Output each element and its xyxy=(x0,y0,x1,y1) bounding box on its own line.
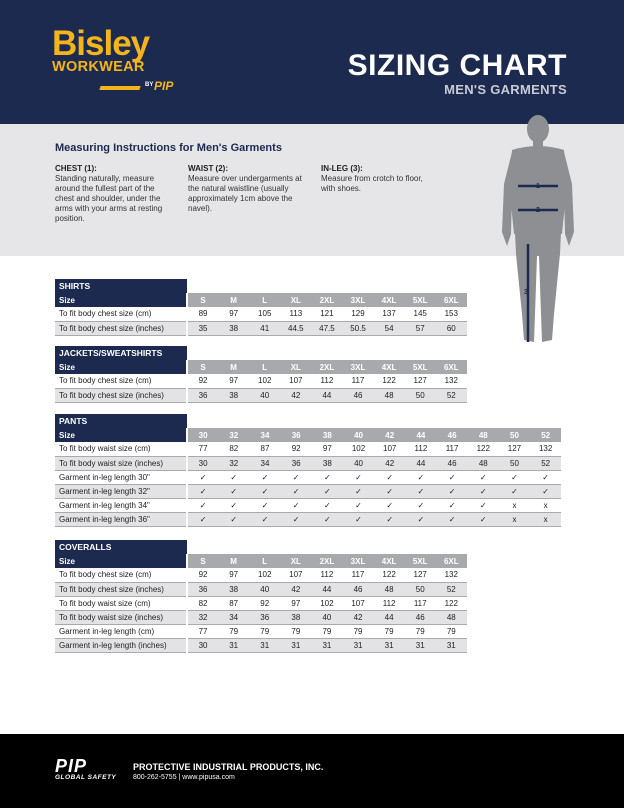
marker-chest: 1 xyxy=(536,183,540,190)
size-header-cell: 5XL xyxy=(405,360,436,374)
size-label-cell: Size xyxy=(55,428,187,442)
table-cell: ✓ xyxy=(468,512,499,526)
table-cell: 54 xyxy=(374,321,405,335)
table-cell: 52 xyxy=(436,388,467,402)
logo-by: BY xyxy=(145,82,154,88)
table-cell: 92 xyxy=(187,568,218,582)
table-cell: 79 xyxy=(249,624,280,638)
row-label-cell: To fit body chest size (cm) xyxy=(55,374,187,388)
table-cell: 117 xyxy=(342,374,373,388)
table-cell: 127 xyxy=(405,374,436,388)
section-pants xyxy=(55,414,561,527)
table-cell: 102 xyxy=(249,374,280,388)
size-header-cell: L xyxy=(249,360,280,374)
table-cell: ✓ xyxy=(374,484,405,498)
size-header-cell: 6XL xyxy=(436,293,467,307)
table-cell: x xyxy=(499,498,530,512)
table-cell: ✓ xyxy=(218,484,249,498)
size-header-cell: 4XL xyxy=(374,554,405,568)
size-header-cell: 5XL xyxy=(405,554,436,568)
page-title-block xyxy=(348,50,567,97)
table-cell: ✓ xyxy=(281,484,312,498)
table-cell: 40 xyxy=(343,456,374,470)
size-header-cell: 6XL xyxy=(436,554,467,568)
table-cell: ✓ xyxy=(374,470,405,484)
table-cell: 127 xyxy=(405,568,436,582)
table-cell: 145 xyxy=(405,307,436,321)
size-table xyxy=(55,293,467,336)
section-title: JACKETS/SWEATSHIRTS xyxy=(55,346,187,360)
size-header-cell: S xyxy=(187,293,218,307)
size-header-cell: 36 xyxy=(281,428,312,442)
size-header-cell: M xyxy=(218,293,249,307)
table-cell: 79 xyxy=(436,624,467,638)
table-cell: 79 xyxy=(374,624,405,638)
table-cell: 97 xyxy=(218,374,249,388)
table-cell: 31 xyxy=(218,638,249,652)
table-cell: ✓ xyxy=(499,484,530,498)
table-cell: 102 xyxy=(249,568,280,582)
table-cell: ✓ xyxy=(281,512,312,526)
size-header-cell: 48 xyxy=(468,428,499,442)
table-cell: ✓ xyxy=(405,498,436,512)
instruction-heading: CHEST (1): xyxy=(55,164,97,173)
table-cell: 113 xyxy=(280,307,311,321)
table-row xyxy=(55,638,467,652)
marker-waist: 2 xyxy=(536,207,540,214)
table-cell: 50 xyxy=(405,388,436,402)
table-cell: 36 xyxy=(187,388,218,402)
table-cell: ✓ xyxy=(249,512,280,526)
logo-by-pip xyxy=(100,80,180,94)
marker-inleg: 3 xyxy=(524,289,528,296)
size-table xyxy=(55,428,561,527)
table-cell: ✓ xyxy=(405,484,436,498)
size-header-cell: M xyxy=(218,554,249,568)
row-label-cell: To fit body chest size (inches) xyxy=(55,388,187,402)
table-cell: x xyxy=(530,498,561,512)
table-cell: ✓ xyxy=(468,484,499,498)
table-cell: 132 xyxy=(436,374,467,388)
size-header-cell: 46 xyxy=(437,428,468,442)
table-cell: 36 xyxy=(281,456,312,470)
row-label-cell: Garment in-leg length 36" xyxy=(55,512,187,526)
table-row xyxy=(55,470,561,484)
table-cell: 97 xyxy=(218,307,249,321)
table-cell: 79 xyxy=(280,624,311,638)
table-cell: ✓ xyxy=(468,470,499,484)
table-cell: 31 xyxy=(342,638,373,652)
table-cell: 79 xyxy=(218,624,249,638)
table-cell: ✓ xyxy=(249,470,280,484)
table-row xyxy=(55,307,467,321)
table-cell: 112 xyxy=(311,568,342,582)
row-label-cell: To fit body waist size (inches) xyxy=(55,610,187,624)
table-cell: 87 xyxy=(218,596,249,610)
table-cell: 46 xyxy=(405,610,436,624)
table-cell: x xyxy=(499,512,530,526)
table-cell: 38 xyxy=(218,582,249,596)
table-cell: 102 xyxy=(311,596,342,610)
table-header-row xyxy=(55,360,467,374)
table-row xyxy=(55,388,467,402)
table-cell: 79 xyxy=(405,624,436,638)
size-header-cell: 2XL xyxy=(311,360,342,374)
footer xyxy=(0,734,624,808)
table-cell: ✓ xyxy=(374,498,405,512)
row-label-cell: Garment in-leg length 34" xyxy=(55,498,187,512)
table-cell: 107 xyxy=(374,442,405,456)
size-header-cell: 30 xyxy=(187,428,218,442)
table-cell: 153 xyxy=(436,307,467,321)
row-label-cell: Garment in-leg length 32" xyxy=(55,484,187,498)
size-header-cell: XL xyxy=(280,554,311,568)
table-cell: ✓ xyxy=(187,484,218,498)
size-header-cell: 4XL xyxy=(374,293,405,307)
table-row xyxy=(55,498,561,512)
table-cell: 127 xyxy=(499,442,530,456)
instruction-waist xyxy=(188,164,303,214)
row-label-cell: Garment in-leg length (cm) xyxy=(55,624,187,638)
size-header-cell: 38 xyxy=(312,428,343,442)
table-row xyxy=(55,582,467,596)
table-cell: 52 xyxy=(530,456,561,470)
table-cell: 122 xyxy=(468,442,499,456)
table-cell: ✓ xyxy=(374,512,405,526)
table-cell: 57 xyxy=(405,321,436,335)
table-cell: 35 xyxy=(187,321,218,335)
size-header-cell: 5XL xyxy=(405,293,436,307)
table-cell: 117 xyxy=(437,442,468,456)
size-header-cell: 3XL xyxy=(342,360,373,374)
size-header-cell: 6XL xyxy=(436,360,467,374)
table-cell: 92 xyxy=(249,596,280,610)
table-cell: 117 xyxy=(342,568,373,582)
table-cell: ✓ xyxy=(218,470,249,484)
table-cell: 60 xyxy=(436,321,467,335)
table-cell: 129 xyxy=(342,307,373,321)
table-cell: 112 xyxy=(374,596,405,610)
size-header-cell: L xyxy=(249,554,280,568)
section-shirts xyxy=(55,279,467,336)
size-label-cell: Size xyxy=(55,360,187,374)
table-cell: ✓ xyxy=(312,512,343,526)
row-label-cell: Garment in-leg length 30" xyxy=(55,470,187,484)
table-cell: 32 xyxy=(187,610,218,624)
table-cell: 121 xyxy=(311,307,342,321)
table-header-row xyxy=(55,554,467,568)
size-label-cell: Size xyxy=(55,293,187,307)
table-cell: 82 xyxy=(218,442,249,456)
table-cell: 40 xyxy=(311,610,342,624)
table-cell: 48 xyxy=(374,388,405,402)
table-cell: 31 xyxy=(280,638,311,652)
table-cell: ✓ xyxy=(405,470,436,484)
table-cell: ✓ xyxy=(530,484,561,498)
row-label-cell: To fit body waist size (inches) xyxy=(55,456,187,470)
size-header-cell: XL xyxy=(280,360,311,374)
table-cell: 34 xyxy=(218,610,249,624)
size-header-cell: 32 xyxy=(218,428,249,442)
row-label-cell: To fit body chest size (cm) xyxy=(55,307,187,321)
table-cell: 107 xyxy=(342,596,373,610)
table-cell: 112 xyxy=(311,374,342,388)
size-header-cell: XL xyxy=(280,293,311,307)
pip-logo-text: PIP xyxy=(55,756,88,776)
logo-brand: Bisley xyxy=(52,24,150,63)
table-cell: ✓ xyxy=(249,484,280,498)
size-header-cell: 42 xyxy=(374,428,405,442)
table-cell: 48 xyxy=(436,610,467,624)
body-silhouette-figure xyxy=(498,114,578,346)
table-cell: 38 xyxy=(280,610,311,624)
table-cell: 31 xyxy=(405,638,436,652)
table-row xyxy=(55,321,467,335)
table-cell: 42 xyxy=(280,582,311,596)
table-cell: ✓ xyxy=(281,498,312,512)
table-cell: 92 xyxy=(281,442,312,456)
table-row xyxy=(55,624,467,638)
table-cell: 117 xyxy=(405,596,436,610)
table-cell: 105 xyxy=(249,307,280,321)
instruction-text: Standing naturally, measure around the fullest part of the chest and shoulder, under the arms with your arms at resting position. xyxy=(55,174,163,223)
logo-pip: PIP xyxy=(154,79,174,93)
table-row xyxy=(55,568,467,582)
table-cell: 52 xyxy=(436,582,467,596)
table-cell: 132 xyxy=(436,568,467,582)
section-title: SHIRTS xyxy=(55,279,187,293)
instructions-title: Measuring Instructions for Men's Garments xyxy=(55,142,282,154)
row-label-cell: To fit body chest size (inches) xyxy=(55,582,187,596)
table-cell: x xyxy=(530,512,561,526)
page-title: SIZING CHART xyxy=(347,49,567,82)
table-cell: ✓ xyxy=(437,470,468,484)
logo-bar xyxy=(99,86,140,90)
table-cell: 36 xyxy=(187,582,218,596)
table-cell: ✓ xyxy=(437,512,468,526)
size-header-cell: S xyxy=(187,360,218,374)
row-label-cell: To fit body waist size (cm) xyxy=(55,442,187,456)
table-cell: 50 xyxy=(499,456,530,470)
table-cell: 102 xyxy=(343,442,374,456)
table-cell: 122 xyxy=(374,568,405,582)
table-cell: ✓ xyxy=(312,498,343,512)
page-subtitle: MEN'S GARMENTS xyxy=(444,82,567,97)
table-row xyxy=(55,512,561,526)
instruction-inleg xyxy=(321,164,436,194)
size-header-cell: L xyxy=(249,293,280,307)
footer-company-info xyxy=(133,762,323,781)
table-cell: ✓ xyxy=(343,512,374,526)
table-cell: 30 xyxy=(187,638,218,652)
table-cell: 42 xyxy=(374,456,405,470)
table-cell: 31 xyxy=(311,638,342,652)
size-table xyxy=(55,554,467,653)
section-title: PANTS xyxy=(55,414,187,428)
table-cell: 44 xyxy=(311,388,342,402)
table-cell: 107 xyxy=(280,568,311,582)
size-header-cell: 44 xyxy=(405,428,436,442)
table-cell: 38 xyxy=(218,388,249,402)
table-cell: 107 xyxy=(280,374,311,388)
table-cell: 42 xyxy=(342,610,373,624)
table-cell: 92 xyxy=(187,374,218,388)
table-cell: 44.5 xyxy=(280,321,311,335)
table-header-row xyxy=(55,428,561,442)
table-cell: 50 xyxy=(405,582,436,596)
table-row xyxy=(55,442,561,456)
table-cell: ✓ xyxy=(343,484,374,498)
table-cell: 132 xyxy=(530,442,561,456)
size-header-cell: S xyxy=(187,554,218,568)
table-cell: ✓ xyxy=(187,512,218,526)
table-cell: ✓ xyxy=(218,512,249,526)
table-cell: ✓ xyxy=(405,512,436,526)
size-header-cell: 52 xyxy=(530,428,561,442)
table-row xyxy=(55,596,467,610)
table-cell: 40 xyxy=(249,582,280,596)
size-header-cell: 4XL xyxy=(374,360,405,374)
table-cell: ✓ xyxy=(281,470,312,484)
table-cell: 36 xyxy=(249,610,280,624)
section-coveralls xyxy=(55,540,467,653)
size-header-cell: 50 xyxy=(499,428,530,442)
table-cell: ✓ xyxy=(343,498,374,512)
instruction-text: Measure from crotch to floor, with shoes. xyxy=(321,174,423,193)
table-cell: 44 xyxy=(311,582,342,596)
table-cell: ✓ xyxy=(499,470,530,484)
size-header-cell: M xyxy=(218,360,249,374)
table-cell: 97 xyxy=(218,568,249,582)
size-header-cell: 34 xyxy=(249,428,280,442)
row-label-cell: Garment in-leg length (inches) xyxy=(55,638,187,652)
instruction-heading: IN-LEG (3): xyxy=(321,164,363,173)
company-name: PROTECTIVE INDUSTRIAL PRODUCTS, INC. xyxy=(133,762,324,772)
instruction-chest xyxy=(55,164,165,224)
table-row xyxy=(55,374,467,388)
row-label-cell: To fit body chest size (inches) xyxy=(55,321,187,335)
table-cell: 50.5 xyxy=(342,321,373,335)
table-cell: 97 xyxy=(280,596,311,610)
header-banner xyxy=(0,0,624,124)
table-cell: 42 xyxy=(280,388,311,402)
row-label-cell: To fit body waist size (cm) xyxy=(55,596,187,610)
table-cell: 122 xyxy=(436,596,467,610)
row-label-cell: To fit body chest size (cm) xyxy=(55,568,187,582)
table-cell: ✓ xyxy=(187,498,218,512)
table-cell: ✓ xyxy=(468,498,499,512)
table-cell: 122 xyxy=(374,374,405,388)
table-header-row xyxy=(55,293,467,307)
table-cell: 46 xyxy=(342,582,373,596)
bisley-logo xyxy=(52,24,174,93)
table-cell: 31 xyxy=(249,638,280,652)
pip-logo xyxy=(55,758,116,781)
table-cell: 40 xyxy=(249,388,280,402)
table-cell: 48 xyxy=(374,582,405,596)
table-cell: ✓ xyxy=(187,470,218,484)
pip-logo-sub: GLOBAL SAFETY xyxy=(55,774,117,781)
logo-sub: WORKWEAR xyxy=(52,59,145,75)
table-row xyxy=(55,456,561,470)
section-jackets xyxy=(55,346,467,403)
table-cell: 48 xyxy=(468,456,499,470)
table-cell: ✓ xyxy=(218,498,249,512)
section-title: COVERALLS xyxy=(55,540,187,554)
table-cell: 47.5 xyxy=(311,321,342,335)
table-cell: 77 xyxy=(187,624,218,638)
table-cell: 44 xyxy=(405,456,436,470)
table-cell: ✓ xyxy=(437,498,468,512)
table-cell: 137 xyxy=(374,307,405,321)
table-cell: 41 xyxy=(249,321,280,335)
size-header-cell: 2XL xyxy=(311,293,342,307)
table-cell: ✓ xyxy=(530,470,561,484)
size-table xyxy=(55,360,467,403)
table-cell: 38 xyxy=(218,321,249,335)
table-cell: 89 xyxy=(187,307,218,321)
table-cell: ✓ xyxy=(312,484,343,498)
table-cell: 87 xyxy=(249,442,280,456)
size-label-cell: Size xyxy=(55,554,187,568)
size-header-cell: 40 xyxy=(343,428,374,442)
table-cell: ✓ xyxy=(437,484,468,498)
table-row xyxy=(55,610,467,624)
table-cell: 30 xyxy=(187,456,218,470)
table-cell: 79 xyxy=(311,624,342,638)
table-cell: 97 xyxy=(312,442,343,456)
table-cell: ✓ xyxy=(249,498,280,512)
table-cell: ✓ xyxy=(312,470,343,484)
table-cell: 77 xyxy=(187,442,218,456)
size-header-cell: 2XL xyxy=(311,554,342,568)
table-cell: 38 xyxy=(312,456,343,470)
table-cell: 44 xyxy=(374,610,405,624)
table-cell: 82 xyxy=(187,596,218,610)
table-cell: ✓ xyxy=(343,470,374,484)
table-cell: 46 xyxy=(437,456,468,470)
company-contact: 800-262-5755 | www.pipusa.com xyxy=(133,774,235,781)
size-header-cell: 3XL xyxy=(342,293,373,307)
table-cell: 31 xyxy=(374,638,405,652)
table-cell: 79 xyxy=(342,624,373,638)
instruction-text: Measure over undergarments at the natural waistline (usually approximately 1cm above the navel). xyxy=(188,174,302,213)
table-cell: 46 xyxy=(342,388,373,402)
table-row xyxy=(55,484,561,498)
table-cell: 112 xyxy=(405,442,436,456)
instruction-heading: WAIST (2): xyxy=(188,164,228,173)
size-header-cell: 3XL xyxy=(342,554,373,568)
table-cell: 34 xyxy=(249,456,280,470)
table-cell: 31 xyxy=(436,638,467,652)
table-cell: 32 xyxy=(218,456,249,470)
